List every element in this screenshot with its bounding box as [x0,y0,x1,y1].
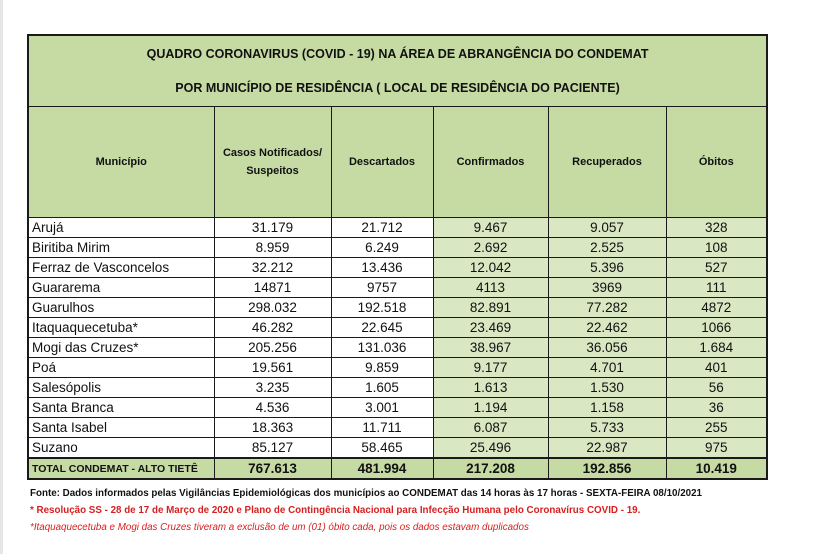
cell-descartados: 1.605 [331,378,433,398]
cell-municipio: Santa Isabel [28,418,214,438]
cell-casos: 32.212 [214,258,331,278]
title-line-2: POR MUNICÍPIO DE RESIDÊNCIA ( LOCAL DE RESIDÊNCIA DO PACIENTE) [175,81,620,95]
cell-descartados: 131.036 [331,338,433,358]
table-row [28,398,767,418]
cell-municipio: Poá [28,358,214,378]
cell-obitos: 108 [666,238,767,258]
header-recuperados: Recuperados [548,107,666,218]
footnotes [30,485,800,536]
cell-casos: 18.363 [214,418,331,438]
cell-obitos: 328 [666,218,767,238]
header-casos [214,107,331,218]
cell-recuperados: 9.057 [548,218,666,238]
cell-obitos: 4872 [666,298,767,318]
table-row [28,358,767,378]
cell-municipio: Salesópolis [28,378,214,398]
cell-confirmados: 1.194 [433,398,548,418]
cell-recuperados: 36.056 [548,338,666,358]
cell-casos: 298.032 [214,298,331,318]
resolution-note: * Resolução SS - 28 de 17 de Março de 2020 e Plano de Contingência Nacional para Infecção Humana pelo Coronavírus COVID - 19. [30,505,641,516]
cell-municipio: Mogi das Cruzes* [28,338,214,358]
cell-municipio: Arujá [28,218,214,238]
cell-recuperados: 77.282 [548,298,666,318]
cell-descartados: 9.859 [331,358,433,378]
cell-descartados: 21.712 [331,218,433,238]
cell-descartados: 22.645 [331,318,433,338]
covid-table [27,34,768,480]
cell-casos: 85.127 [214,438,331,459]
cell-obitos: 255 [666,418,767,438]
cell-casos: 8.959 [214,238,331,258]
cell-confirmados: 23.469 [433,318,548,338]
table-title [28,35,767,107]
cell-obitos: 111 [666,278,767,298]
cell-obitos: 527 [666,258,767,278]
total-descartados: 481.994 [331,458,433,479]
cell-casos: 46.282 [214,318,331,338]
cell-municipio: Biritiba Mirim [28,238,214,258]
cell-confirmados: 1.613 [433,378,548,398]
cell-casos: 31.179 [214,218,331,238]
cell-casos: 4.536 [214,398,331,418]
title-line-1: QUADRO CORONAVIRUS (COVID - 19) NA ÁREA DE ABRANGÊNCIA DO CONDEMAT [146,47,649,61]
cell-municipio: Santa Branca [28,398,214,418]
cell-recuperados: 1.158 [548,398,666,418]
cell-confirmados: 9.177 [433,358,548,378]
cell-casos: 19.561 [214,358,331,378]
cell-municipio: Itaquaquecetuba* [28,318,214,338]
cell-confirmados: 12.042 [433,258,548,278]
cell-descartados: 11.711 [331,418,433,438]
header-casos-label: Casos Notificados/ Suspeitos [222,147,323,177]
table-row [28,218,767,238]
cell-recuperados: 22.462 [548,318,666,338]
cell-descartados: 192.518 [331,298,433,318]
table-row [28,438,767,459]
cell-municipio: Guarulhos [28,298,214,318]
table-row [28,338,767,358]
cell-recuperados: 1.530 [548,378,666,398]
cell-municipio: Ferraz de Vasconcelos [28,258,214,278]
title-row [28,35,767,107]
cell-confirmados: 25.496 [433,438,548,459]
cell-obitos: 36 [666,398,767,418]
cell-confirmados: 2.692 [433,238,548,258]
cell-obitos: 56 [666,378,767,398]
cell-confirmados: 6.087 [433,418,548,438]
cell-casos: 14871 [214,278,331,298]
cell-descartados: 58.465 [331,438,433,459]
cell-confirmados: 38.967 [433,338,548,358]
table-row [28,378,767,398]
exclusion-note: *Itaquaquecetuba e Mogi das Cruzes tiveram a exclusão de um (01) óbito cada, pois os dados estavam duplicados [30,522,529,533]
cell-confirmados: 4113 [433,278,548,298]
cell-descartados: 9757 [331,278,433,298]
table-row [28,238,767,258]
total-row [28,458,767,479]
total-confirmados: 217.208 [433,458,548,479]
cell-obitos: 975 [666,438,767,459]
cell-confirmados: 82.891 [433,298,548,318]
source-note: Fonte: Dados informados pelas Vigilâncias Epidemiológicas dos municípios ao CONDEMAT das 14 horas às 17 horas - SEXTA-FEIRA 08/10/2021 [30,488,702,499]
header-municipio: Município [28,107,214,218]
cell-municipio: Suzano [28,438,214,459]
table-row [28,298,767,318]
header-descartados: Descartados [331,107,433,218]
cell-recuperados: 5.733 [548,418,666,438]
total-obitos: 10.419 [666,458,767,479]
cell-descartados: 3.001 [331,398,433,418]
total-casos: 767.613 [214,458,331,479]
page-edge [0,0,3,554]
cell-obitos: 1066 [666,318,767,338]
cell-obitos: 401 [666,358,767,378]
cell-recuperados: 22.987 [548,438,666,459]
cell-casos: 205.256 [214,338,331,358]
cell-descartados: 6.249 [331,238,433,258]
table-row [28,258,767,278]
cell-municipio: Guararema [28,278,214,298]
cell-confirmados: 9.467 [433,218,548,238]
table-row [28,278,767,298]
header-row [28,107,767,218]
total-recuperados: 192.856 [548,458,666,479]
cell-obitos: 1.684 [666,338,767,358]
cell-casos: 3.235 [214,378,331,398]
cell-recuperados: 3969 [548,278,666,298]
cell-descartados: 13.436 [331,258,433,278]
header-confirmados: Confirmados [433,107,548,218]
total-municipio: TOTAL CONDEMAT - ALTO TIETÊ [28,458,214,479]
cell-recuperados: 5.396 [548,258,666,278]
table-row [28,418,767,438]
table-row [28,318,767,338]
header-obitos: Óbitos [666,107,767,218]
cell-recuperados: 2.525 [548,238,666,258]
cell-recuperados: 4.701 [548,358,666,378]
